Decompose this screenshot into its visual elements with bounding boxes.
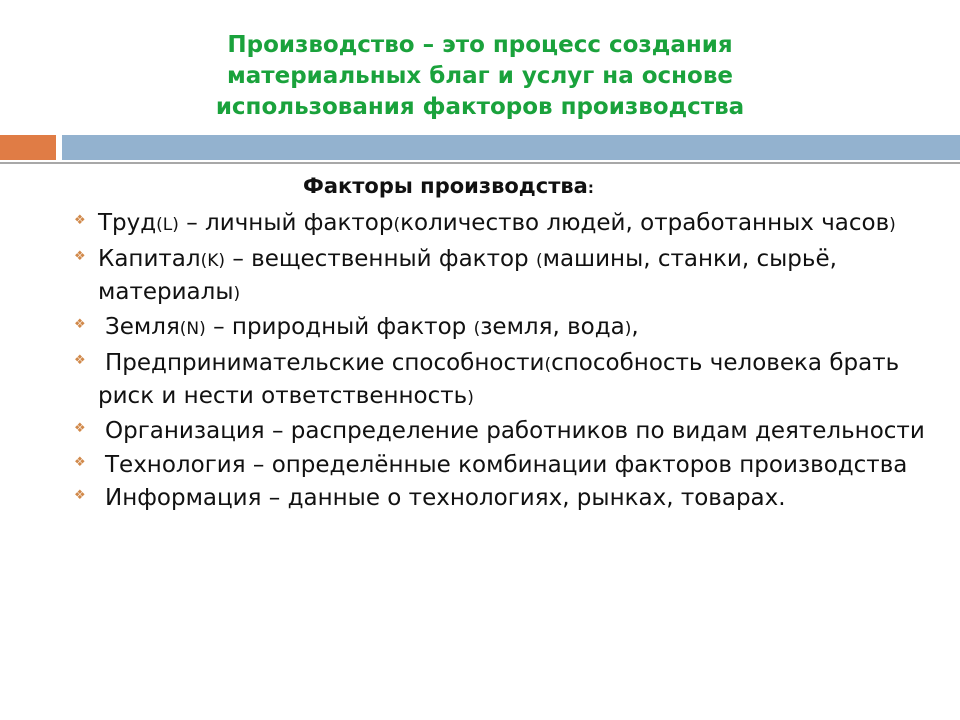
paren-close: ) [467, 387, 474, 408]
factor-name: Труд [98, 210, 157, 236]
section-heading [303, 172, 594, 202]
factor-dash: – [245, 451, 272, 478]
section-heading-text: Факторы производства [303, 174, 588, 198]
factor-item-information [74, 483, 934, 514]
diamond-bullet-icon: ❖ [74, 352, 86, 368]
factor-detail: машины, станки, сырьё, материалы [98, 245, 837, 305]
diamond-bullet-icon: ❖ [74, 213, 86, 228]
factor-tail: , [631, 314, 639, 340]
factor-detail: данные о технологиях, рынках, товарах. [287, 485, 786, 511]
diamond-bullet-icon: ❖ [74, 248, 86, 264]
diamond-bullet-icon: ❖ [74, 421, 86, 436]
factor-name: Технология [105, 451, 246, 478]
factor-detail: определённые комбинации факторов производства [271, 451, 908, 478]
factor-kind: личный фактор [205, 210, 394, 236]
paren-open: ( [393, 215, 401, 235]
factor-item-capital [74, 244, 934, 310]
paren-open: ( [535, 250, 543, 271]
diamond-bullet-icon: ❖ [74, 317, 86, 332]
factor-item-technology [74, 450, 934, 481]
factor-dash: – [178, 210, 206, 236]
factor-item-organization [74, 416, 934, 447]
factor-code: (K) [200, 250, 226, 271]
divider-line [0, 162, 960, 164]
diamond-bullet-icon: ❖ [74, 488, 86, 503]
paren-open: ( [473, 319, 481, 339]
factor-name: Информация [105, 485, 262, 511]
factor-dash: – [225, 245, 252, 272]
accent-bar-blue [62, 135, 960, 160]
factor-name: Капитал [98, 245, 201, 272]
diamond-bullet-icon: ❖ [74, 454, 86, 470]
factor-detail: распределение работников по видам деятельности [290, 418, 925, 444]
factor-detail: количество людей, отработанных часов [400, 210, 890, 236]
factor-dash: – [264, 418, 291, 444]
factor-kind: природный фактор [231, 314, 474, 340]
paren-close: ) [624, 319, 632, 339]
factor-kind: вещественный фактор [251, 245, 536, 272]
factor-item-labor [74, 208, 934, 241]
factor-item-entrepreneurship [74, 348, 934, 414]
slide-title: Производство – это процесс создания материальных благ и услуг на основе использования факторов производства [215, 32, 745, 120]
factor-name: Организация [105, 418, 265, 444]
factor-name: Земля [105, 314, 180, 340]
paren-open: ( [544, 354, 552, 375]
section-heading-colon: : [587, 179, 594, 197]
accent-bar-orange [0, 135, 56, 160]
factor-code: (L) [156, 215, 179, 235]
factor-name: Предпринимательские способности [105, 349, 545, 376]
factor-code: (N) [179, 319, 206, 339]
factor-item-land [74, 312, 934, 345]
paren-close: ) [889, 215, 896, 235]
factor-dash: – [261, 485, 288, 511]
factor-detail: земля, вода [480, 314, 625, 340]
paren-close: ) [233, 283, 241, 304]
factor-detail: способность человека брать риск и нести ответственность [98, 349, 900, 409]
factor-dash: – [205, 314, 232, 340]
factor-list [74, 208, 934, 517]
